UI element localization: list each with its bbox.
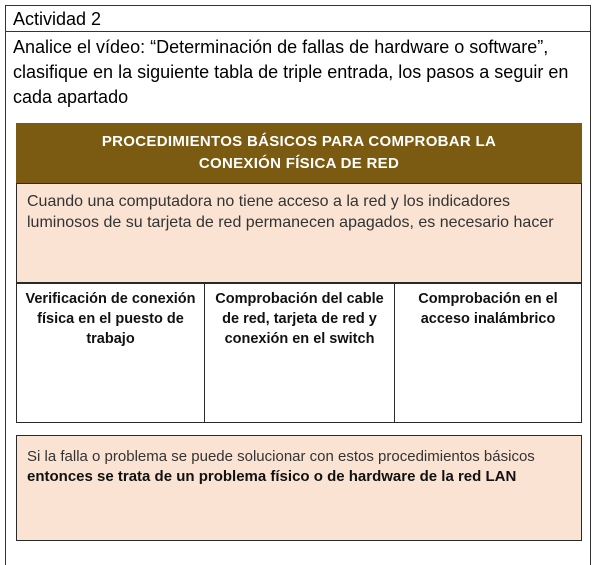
activity-instruction: Analice el vídeo: “Determinación de fallas de hardware o software”, clasifique en la siguiente tabla de triple entrada, los pasos a seguir en cada apartado — [13, 37, 569, 107]
network-procedures-figure — [16, 123, 582, 556]
column-cable-card-switch: Comprobación del cable de red, tarjeta de red y conexión en el switch — [204, 284, 394, 422]
conclusion-bold: entonces se trata de un problema físico o de hardware de la red LAN — [27, 468, 517, 485]
column-wireless-access: Comprobación en el acceso inalámbrico — [394, 284, 581, 422]
figure-intro: Cuando una computadora no tiene acceso a la red y los indicadores luminosos de su tarjeta de red permanecen apagados, es necesario hacer — [16, 183, 582, 283]
conclusion-plain: Si la falla o problema se puede solucionar con estos procedimientos básicos — [27, 448, 535, 465]
column-physical-connection: Verificación de conexión física en el puesto de trabajo — [25, 291, 196, 347]
figure-header — [16, 123, 582, 183]
figure-conclusion — [16, 435, 582, 541]
figure-header-text: PROCEDIMIENTOS BÁSICOS PARA COMPROBAR LA CONEXIÓN FÍSICA DE RED — [101, 133, 497, 172]
procedure-columns — [16, 283, 582, 423]
activity-title: Actividad 2 — [6, 6, 590, 32]
